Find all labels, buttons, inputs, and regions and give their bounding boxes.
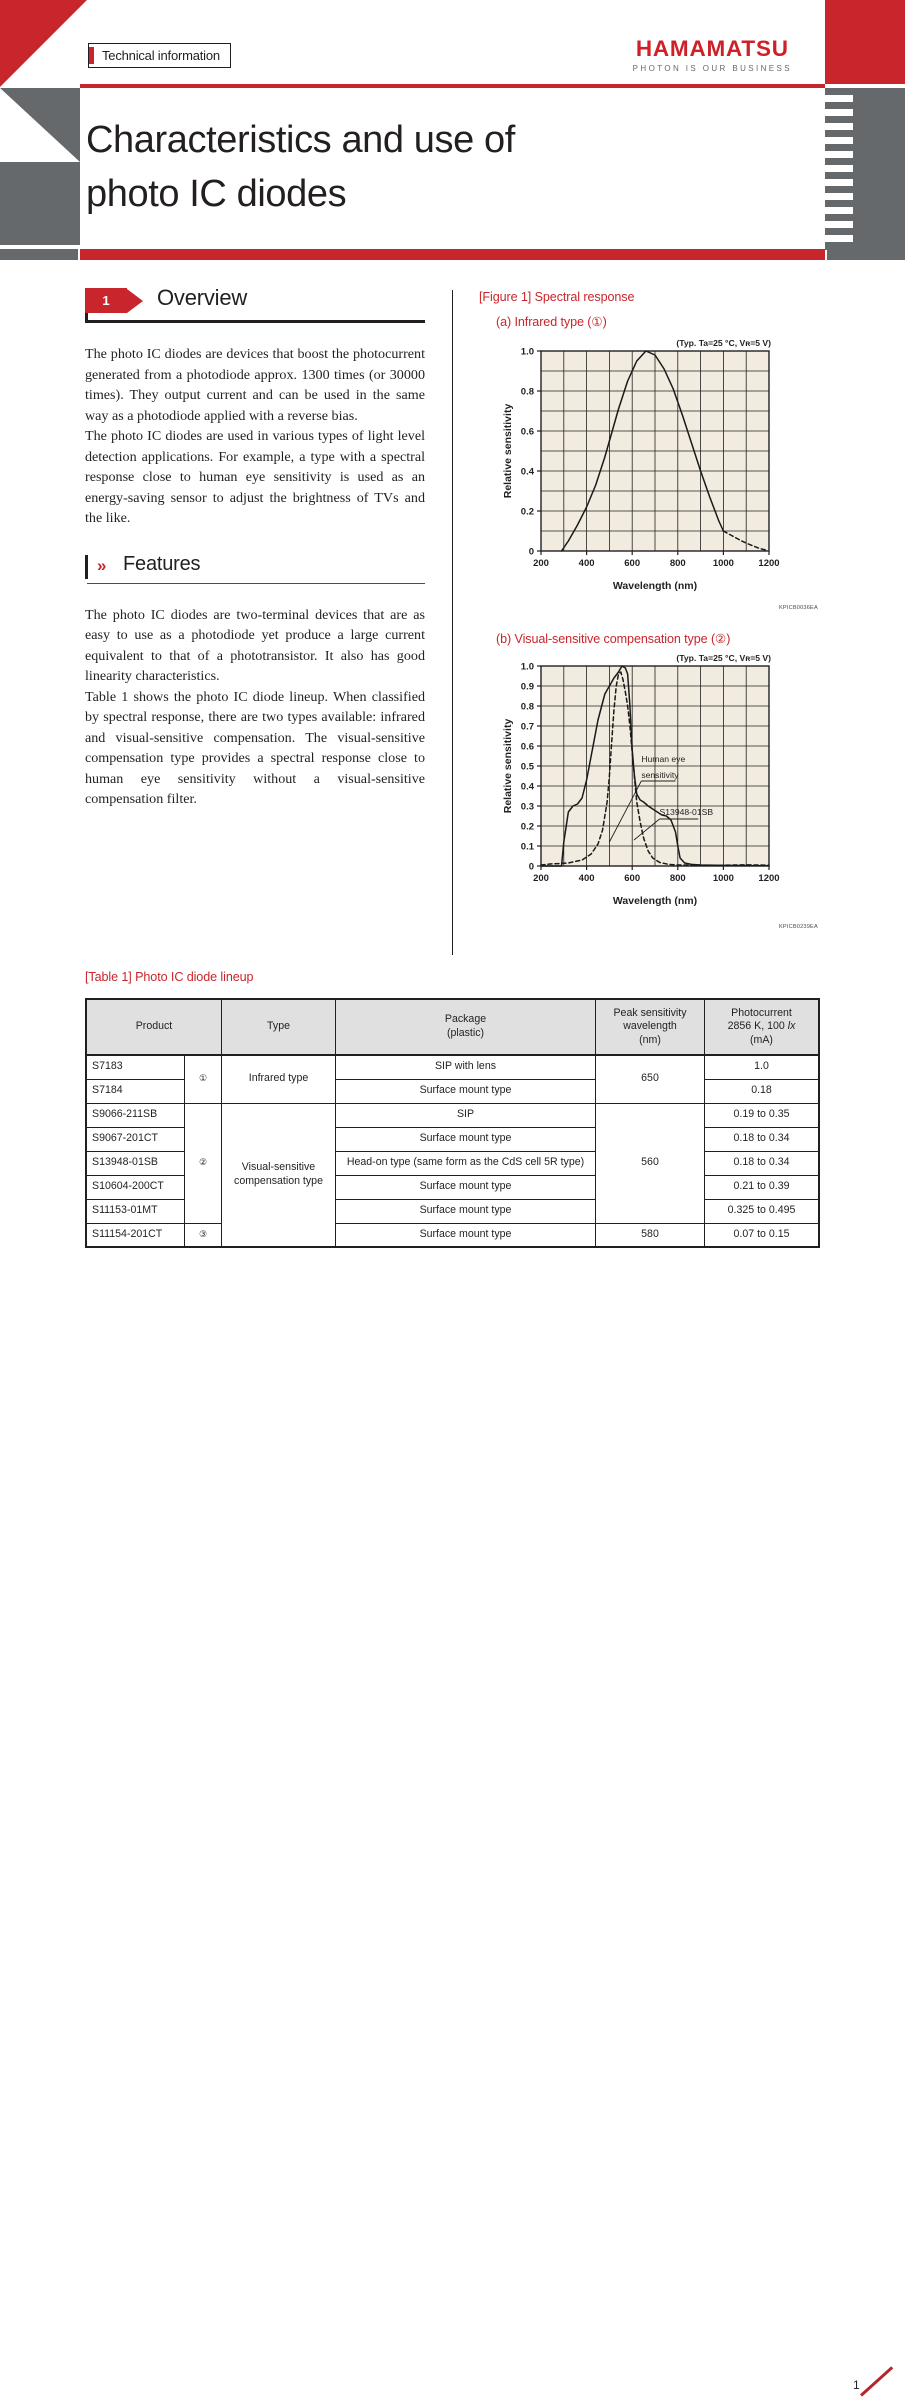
header-stripe	[825, 123, 853, 130]
y-tick-label: 0.4	[520, 781, 534, 793]
cell-photocurrent: 0.07 to 0.15	[705, 1223, 820, 1247]
figure-1a-label: (a) Infrared type (①)	[496, 315, 607, 329]
y-tick-label: 1.0	[520, 346, 534, 358]
cell-package: Surface mount type	[336, 1127, 596, 1151]
table-row	[86, 1103, 819, 1127]
col-header-peak-line2: wavelength	[623, 1020, 677, 1033]
page-number: 1	[853, 2378, 860, 2392]
cell-product: S9067-201CT	[86, 1127, 185, 1151]
x-tick-label: 800	[669, 873, 686, 884]
cell-product: S7184	[86, 1079, 185, 1103]
table-header-row	[86, 999, 819, 1055]
header-stripe	[825, 193, 853, 200]
right-column	[479, 290, 899, 946]
col-header-cur-line1: Photocurrent	[731, 1006, 792, 1019]
header-stripe	[825, 207, 853, 214]
y-tick-label: 0.6	[520, 741, 534, 753]
table-1-title: [Table 1] Photo IC diode lineup	[85, 970, 254, 984]
figure-1b-label: (b) Visual-sensitive compensation type (②)	[496, 632, 731, 646]
col-header-type: Type	[222, 999, 336, 1055]
header-striped-block-decoration	[825, 88, 905, 250]
y-tick-label: 0.3	[520, 801, 534, 813]
col-header-package-line1: Package	[444, 1013, 487, 1026]
header-top-red-rule	[80, 84, 825, 88]
cell-package: Head-on type (same form as the CdS cell 5R type)	[336, 1151, 596, 1175]
x-tick-label: 800	[669, 558, 686, 569]
hamamatsu-logo	[633, 38, 792, 73]
cell-photocurrent: 1.0	[705, 1055, 820, 1079]
features-paragraph-1: The photo IC diodes are two-terminal devices that are as easy to use as a photodiode yet produce a large current equivalent to that of a phototransistor. It also has good linearity characteristics.	[85, 606, 425, 684]
cell-type: Infrared type	[222, 1055, 336, 1103]
x-axis-label: Wavelength (nm)	[612, 895, 698, 907]
page-number-slash-decoration	[860, 2366, 893, 2396]
page-footer	[0, 1186, 905, 2392]
cell-package: Surface mount type	[336, 1175, 596, 1199]
header-stripe	[825, 179, 853, 186]
y-tick-label: 0.8	[520, 386, 534, 398]
pennant-tip-icon	[127, 289, 143, 313]
x-tick-label: 400	[578, 873, 595, 884]
header-bottom-red-rule	[80, 249, 825, 260]
cell-product: S7183	[86, 1055, 185, 1079]
cell-product: S11153-01MT	[86, 1199, 185, 1223]
cell-photocurrent: 0.325 to 0.495	[705, 1199, 820, 1223]
y-axis-label: Relative sensitivity	[502, 403, 514, 499]
cell-peak-wavelength: 580	[596, 1223, 705, 1247]
features-rule	[87, 583, 425, 585]
cell-peak-wavelength: 560	[596, 1103, 705, 1223]
y-axis-label: Relative sensitivity	[502, 718, 514, 814]
cell-product: S9066-211SB	[86, 1103, 185, 1127]
x-tick-label: 600	[624, 873, 641, 884]
chart-a-container	[479, 329, 899, 629]
y-tick-label: 0.2	[520, 821, 534, 833]
logo-tagline: PHOTON IS OUR BUSINESS	[632, 63, 792, 73]
header-stripe	[825, 137, 853, 144]
y-tick-label: 1.0	[520, 661, 534, 673]
y-tick-label: 0.9	[520, 681, 534, 693]
section-number-pennant	[85, 288, 143, 313]
figure-b-code: KPICB0239EA	[779, 924, 818, 930]
x-axis-label: Wavelength (nm)	[612, 580, 698, 592]
annotation-human-eye-sensitivity: Human eye	[641, 754, 686, 764]
left-column	[85, 285, 425, 810]
logo-wordmark: HAMAMATSU	[635, 36, 789, 61]
y-tick-label: 0.1	[520, 841, 534, 853]
badge-label: Technical information	[102, 48, 220, 63]
cell-package: SIP	[336, 1103, 596, 1127]
cell-product: S10604-200CT	[86, 1175, 185, 1199]
col-header-cur-line3: (mA)	[750, 1033, 773, 1046]
header-stripe	[825, 221, 853, 228]
overview-title: Overview	[157, 285, 248, 310]
overview-paragraph-2: The photo IC diodes are used in various types of light level detection applications. For example, a type with a spectral response close to human eye sensitivity is used as an energy-saving sensor to adjust the brightness of TVs and the like.	[85, 428, 425, 526]
overview-paragraph-1: The photo IC diodes are devices that boost the photocurrent generated from a photodiode approx. 1300 times (or 30000 times). They output current and can be used in the same way as a photodiode applied with a reverse bias.	[85, 346, 425, 424]
header-stripe	[825, 151, 853, 158]
x-tick-label: 1000	[712, 873, 734, 884]
x-tick-label: 200	[533, 873, 549, 884]
annotation-s13948-01sb: S13948-01SB	[659, 807, 714, 817]
chart-condition-note: (Typ. Ta=25 °C, Vʀ=5 V)	[676, 653, 771, 663]
technical-information-badge	[88, 43, 231, 68]
x-tick-label: 1200	[758, 558, 780, 569]
page-title-line-1: Characteristics and use of	[86, 119, 515, 161]
overview-section-header	[85, 285, 425, 330]
col-header-cur-line2a: 2856 K, 100	[727, 1020, 788, 1033]
table-header	[86, 999, 819, 1055]
col-header-cur-line2	[709, 1020, 814, 1034]
features-body	[85, 605, 425, 810]
cell-type-line1: Visual-sensitive	[241, 1161, 316, 1174]
col-header-peak-wavelength	[596, 999, 705, 1055]
header-red-block-decoration	[825, 0, 905, 84]
spectral-response-infrared-chart	[479, 329, 899, 599]
col-header-product: Product	[86, 999, 222, 1055]
features-title: Features	[123, 552, 201, 575]
chart-condition-note: (Typ. Ta=25 °C, Vʀ=5 V)	[676, 338, 771, 348]
overview-rule	[87, 320, 425, 323]
section-number: 1	[85, 288, 127, 313]
cell-package: SIP with lens	[336, 1055, 596, 1079]
cell-type-mark: ①	[185, 1055, 222, 1103]
cell-type-mark: ③	[185, 1223, 222, 1247]
cell-product: S13948-01SB	[86, 1151, 185, 1175]
double-chevron-icon: »	[97, 555, 107, 575]
header-gray-triangle-decoration	[0, 88, 80, 162]
cell-photocurrent: 0.18	[705, 1079, 820, 1103]
col-header-peak-line3: (nm)	[639, 1033, 661, 1046]
col-header-cur-lx: lx	[787, 1020, 796, 1033]
x-tick-label: 400	[578, 558, 595, 569]
cell-type-line2: compensation type	[234, 1174, 323, 1187]
y-tick-label: 0.4	[520, 466, 534, 478]
badge-red-accent	[89, 47, 94, 64]
cell-product: S11154-201CT	[86, 1223, 185, 1247]
header-stripe	[825, 109, 853, 116]
header-bottom-gray-left	[0, 249, 78, 260]
cell-type-mark: ②	[185, 1103, 222, 1223]
cell-photocurrent: 0.18 to 0.34	[705, 1151, 820, 1175]
y-tick-label: 0	[528, 546, 534, 558]
cell-package: Surface mount type	[336, 1199, 596, 1223]
cell-peak-wavelength: 650	[596, 1055, 705, 1103]
y-tick-label: 0.6	[520, 426, 534, 438]
cell-photocurrent: 0.18 to 0.34	[705, 1127, 820, 1151]
figure-1-caption: [Figure 1] Spectral response	[479, 290, 635, 304]
annotation-human-eye-sensitivity-line2: sensitivity	[641, 770, 679, 780]
y-tick-label: 0	[528, 861, 534, 873]
cell-package: Surface mount type	[336, 1223, 596, 1247]
x-tick-label: 1200	[758, 873, 780, 884]
col-header-photocurrent	[705, 999, 820, 1055]
header-stripe	[825, 95, 853, 102]
spectral-response-visual-chart	[479, 646, 899, 918]
header-red-triangle-decoration	[0, 0, 87, 87]
y-tick-label: 0.8	[520, 701, 534, 713]
column-divider	[452, 290, 453, 955]
header-stripe	[825, 165, 853, 172]
table-row	[86, 1055, 819, 1079]
overview-body	[85, 344, 425, 529]
features-paragraph-2: Table 1 shows the photo IC diode lineup. When classified by spectral response, there are two types available: infrared and visual-sensitive compensation. The visual-sensitive compensation type provides a spectral response close to human eye sensitivity without a visual-sensitive compensation filter.	[85, 688, 425, 807]
header-bottom-gray-right	[827, 249, 905, 260]
x-tick-label: 1000	[712, 558, 734, 569]
chart-b-container	[479, 646, 899, 946]
page-title	[86, 114, 515, 222]
col-header-peak-line1: Peak sensitivity	[613, 1006, 687, 1019]
x-tick-label: 200	[533, 558, 549, 569]
y-tick-label: 0.7	[520, 721, 534, 733]
col-header-package-line2: (plastic)	[446, 1027, 485, 1039]
header-stripe	[825, 235, 853, 242]
x-tick-label: 600	[624, 558, 641, 569]
cell-photocurrent: 0.19 to 0.35	[705, 1103, 820, 1127]
page-header	[0, 0, 905, 262]
cell-package: Surface mount type	[336, 1079, 596, 1103]
features-section-header	[85, 552, 425, 591]
page-title-line-2: photo IC diodes	[86, 172, 347, 215]
figure-a-code: KPICB0036EA	[779, 605, 818, 611]
cell-photocurrent: 0.21 to 0.39	[705, 1175, 820, 1199]
features-left-bar	[85, 555, 88, 579]
y-tick-label: 0.2	[520, 506, 534, 518]
y-tick-label: 0.5	[520, 761, 534, 773]
col-header-package	[336, 999, 596, 1055]
